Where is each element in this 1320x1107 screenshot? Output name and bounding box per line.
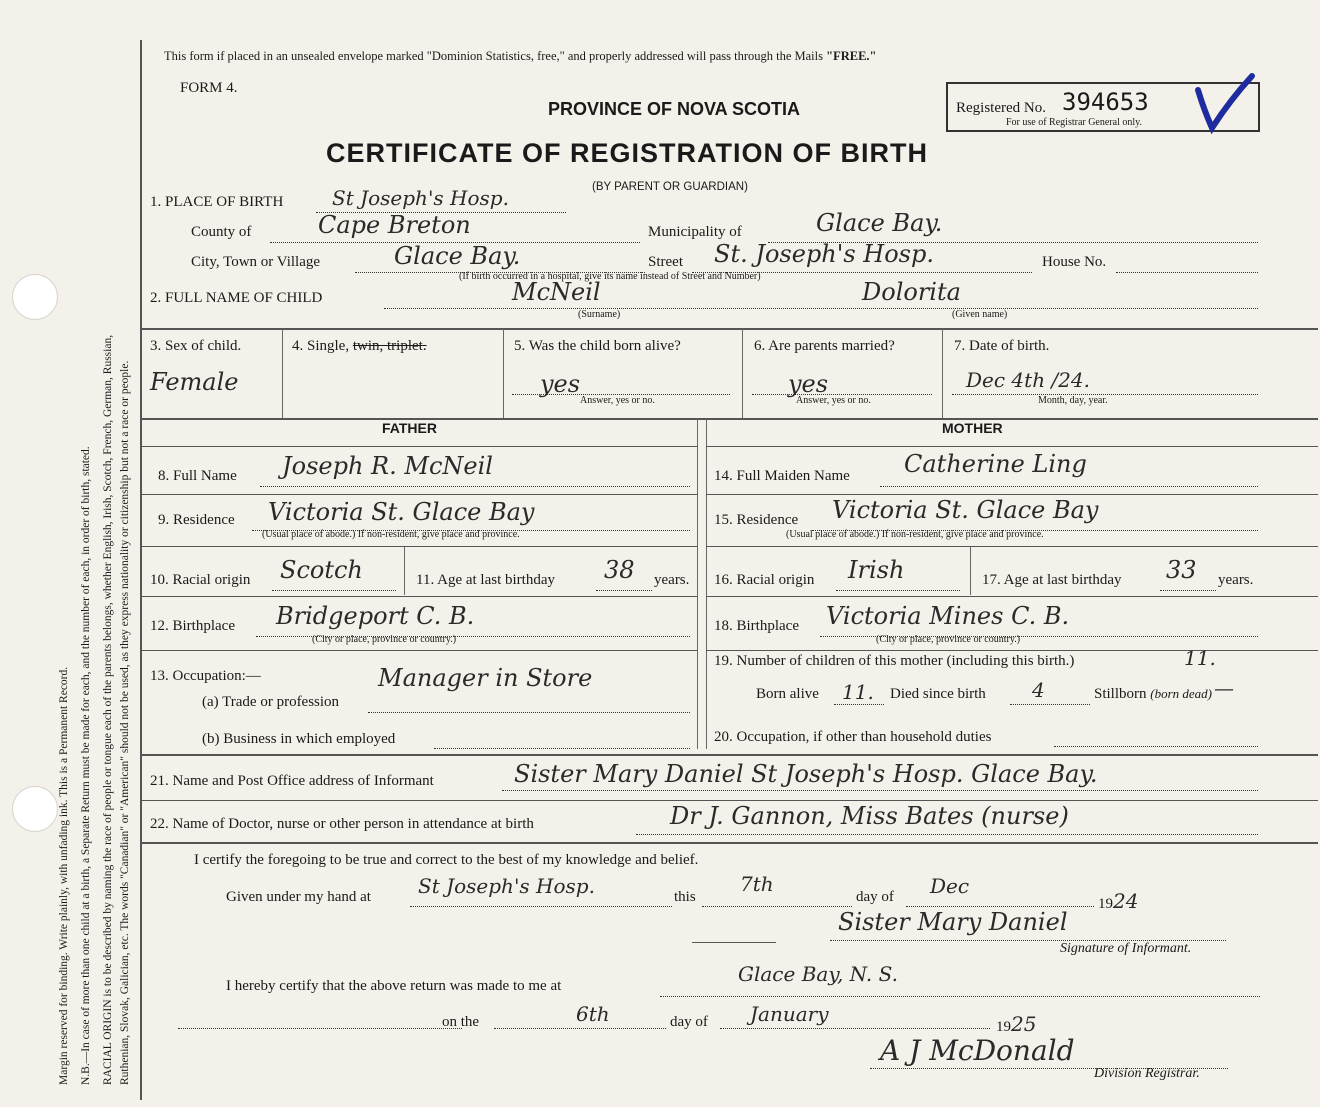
mother-racial-label: 16. Racial origin	[714, 572, 815, 588]
registrar-caption: Division Registrar.	[1094, 1066, 1200, 1081]
return-month-value: January	[750, 1002, 829, 1026]
certificate-subtitle: (BY PARENT OR GUARDIAN)	[592, 181, 748, 193]
mother-residence-value: Victoria St. Glace Bay	[832, 496, 1099, 524]
father-trade-label: (a) Trade or profession	[202, 694, 340, 710]
father-age-label: 11. Age at last birthday	[416, 572, 555, 588]
house-no-label: House No.	[1042, 254, 1107, 270]
county-label: County of	[191, 224, 252, 240]
hospital-note: (If birth occurred in a hospital, give its name instead of Street and Number)	[459, 271, 761, 282]
informant-label: 21. Name and Post Office address of Informant	[150, 773, 434, 789]
mother-age-label: 17. Age at last birthday	[982, 572, 1122, 588]
died-since-birth-label: Died since birth	[890, 686, 986, 702]
born-alive-count-value: 11.	[842, 680, 874, 704]
street-value: St. Joseph's Hosp.	[714, 240, 934, 268]
divider-parents-top	[142, 418, 1318, 420]
given-year: 1924	[1098, 889, 1139, 913]
county-value: Cape Breton	[318, 211, 471, 239]
place-of-birth-value: St Joseph's Hosp.	[332, 186, 509, 210]
form-left-border	[140, 40, 142, 1100]
father-residence-value: Victoria St. Glace Bay	[268, 498, 535, 526]
divider-row3-top	[142, 328, 1318, 330]
street-label: Street	[648, 254, 683, 270]
father-name-value: Joseph R. McNeil	[282, 452, 493, 480]
date-of-birth-label: 7. Date of birth.	[954, 338, 1050, 354]
mother-residence-caption: (Usual place of abode.) If non-resident, give place and province.	[786, 529, 1044, 540]
father-birthplace-label: 12. Birthplace	[150, 618, 235, 634]
this-label: this	[674, 889, 696, 905]
child-given-value: Dolorita	[862, 278, 961, 306]
surname-caption: (Surname)	[578, 309, 621, 320]
born-alive-label: 5. Was the child born alive?	[514, 338, 681, 354]
father-name-label: 8. Full Name	[158, 468, 237, 484]
informant-signature: Sister Mary Daniel	[838, 908, 1068, 936]
sex-value: Female	[150, 368, 239, 396]
mother-birthplace-value: Victoria Mines C. B.	[826, 602, 1070, 630]
father-trade-value: Manager in Store	[378, 664, 593, 692]
given-under-hand-label: Given under my hand at	[226, 889, 371, 905]
registrar-note: For use of Registrar General only.	[1006, 117, 1142, 128]
return-day-label: day of	[670, 1014, 708, 1030]
father-racial-value: Scotch	[280, 556, 363, 584]
mother-birthplace-label: 18. Birthplace	[714, 618, 799, 634]
divider-informant-top	[142, 754, 1318, 756]
doctor-value: Dr J. Gannon, Miss Bates (nurse)	[670, 802, 1069, 830]
signature-caption: Signature of Informant.	[1060, 941, 1192, 956]
born-alive-count-label: Born alive	[756, 686, 819, 702]
mother-heading: MOTHER	[942, 420, 1003, 436]
binding-hole-top	[12, 274, 58, 320]
mother-birthplace-caption: (City or place, province or country.)	[876, 634, 1021, 645]
registrar-signature: A J McDonald	[880, 1034, 1075, 1067]
margin-note-multiple-births: N.B.—In case of more than one child at a birth, a Separate Return must be made for each, and the number of each, in order of birth, stated.	[80, 446, 92, 1085]
registered-number: 394653	[1062, 88, 1149, 116]
certificate-title: CERTIFICATE OF REGISTRATION OF BIRTH	[326, 138, 928, 168]
registered-label: Registered No.	[956, 100, 1046, 116]
father-residence-caption: (Usual place of abode.) If non-resident, give place and province.	[262, 529, 520, 540]
check-mark-icon	[1190, 70, 1260, 136]
mother-racial-value: Irish	[848, 556, 905, 584]
date-of-birth-value: Dec 4th /24.	[966, 368, 1090, 392]
father-business-label: (b) Business in which employed	[202, 731, 396, 747]
mother-occupation-label: 20. Occupation, if other than household duties	[714, 729, 992, 745]
return-place-value: Glace Bay, N. S.	[738, 962, 898, 986]
father-heading: FATHER	[382, 420, 437, 436]
mother-name-value: Catherine Ling	[904, 450, 1087, 478]
father-occupation-label: 13. Occupation:—	[150, 668, 261, 684]
mother-children-value: 11.	[1184, 646, 1216, 670]
binding-hole-bottom	[12, 786, 58, 832]
certify-statement: I certify the foregoing to be true and correct to the best of my knowledge and belief.	[194, 852, 699, 868]
on-the-label: on the	[442, 1014, 480, 1030]
mother-children-label: 19. Number of children of this mother (including this birth.)	[714, 653, 1075, 669]
given-day-value: 7th	[740, 872, 774, 896]
born-alive-value: yes	[540, 370, 581, 398]
father-age-years: years.	[654, 572, 690, 588]
mother-name-label: 14. Full Maiden Name	[714, 468, 850, 484]
father-age-value: 38	[604, 556, 635, 584]
margin-note-binding: Margin reserved for binding. Write plainly, with unfading ink. This is a Permanent Record.	[58, 666, 70, 1085]
father-residence-label: 9. Residence	[158, 512, 235, 528]
stillborn-value: —	[1214, 676, 1234, 700]
doctor-label: 22. Name of Doctor, nurse or other person in attendance at birth	[150, 816, 534, 832]
return-label: I hereby certify that the above return was made to me at	[226, 978, 562, 994]
died-since-birth-value: 4	[1032, 678, 1045, 702]
informant-value: Sister Mary Daniel St Joseph's Hosp. Glace Bay.	[514, 760, 1098, 788]
margin-note-racial-origin: RACIAL ORIGIN is to be described by naming the race of people or tongue each of the parents belongs, whether English, Irish, Scotch, French, German, Russian,	[102, 334, 114, 1085]
margin-note-racial-origin-cont: Ruthenian, Slovak, Galician, etc. The words "Canadian" or "American" should not be used, as they express nationality or citizenship but not a race or people.	[119, 360, 131, 1085]
given-name-caption: (Given name)	[952, 309, 1008, 320]
father-birthplace-caption: (City or place, province or country.)	[312, 634, 457, 645]
parents-married-value: yes	[788, 370, 829, 398]
municipality-value: Glace Bay.	[816, 209, 943, 237]
given-month-value: Dec	[930, 874, 970, 898]
child-surname-value: McNeil	[512, 278, 601, 306]
mail-notice: This form if placed in an unsealed envelope marked "Dominion Statistics, free," and properly addressed will pass through the Mails "FREE."	[164, 49, 877, 63]
mother-residence-label: 15. Residence	[714, 512, 799, 528]
date-of-birth-caption: Month, day, year.	[1038, 395, 1108, 406]
father-birthplace-value: Bridgeport C. B.	[276, 602, 475, 630]
parents-married-caption: Answer, yes or no.	[796, 395, 871, 406]
single-label: 4. Single, twin, triplet.	[292, 338, 427, 354]
mother-age-value: 33	[1166, 556, 1197, 584]
return-year: 1925	[996, 1012, 1037, 1036]
given-day-label: day of	[856, 889, 894, 905]
return-day-value: 6th	[576, 1002, 610, 1026]
stillborn-label: Stillborn (born dead)	[1094, 686, 1213, 702]
born-alive-caption: Answer, yes or no.	[580, 395, 655, 406]
place-of-birth-label: 1. PLACE OF BIRTH	[150, 194, 284, 210]
child-name-label: 2. FULL NAME OF CHILD	[150, 290, 323, 306]
father-racial-label: 10. Racial origin	[150, 572, 251, 588]
given-place-value: St Joseph's Hosp.	[418, 874, 595, 898]
municipality-label: Municipality of	[648, 224, 742, 240]
form-number: FORM 4.	[180, 80, 238, 96]
city-label: City, Town or Village	[191, 254, 321, 270]
parents-married-label: 6. Are parents married?	[754, 338, 895, 354]
mother-age-years: years.	[1218, 572, 1254, 588]
province-heading: PROVINCE OF NOVA SCOTIA	[548, 99, 801, 119]
city-value: Glace Bay.	[394, 242, 521, 270]
sex-label: 3. Sex of child.	[150, 338, 242, 354]
